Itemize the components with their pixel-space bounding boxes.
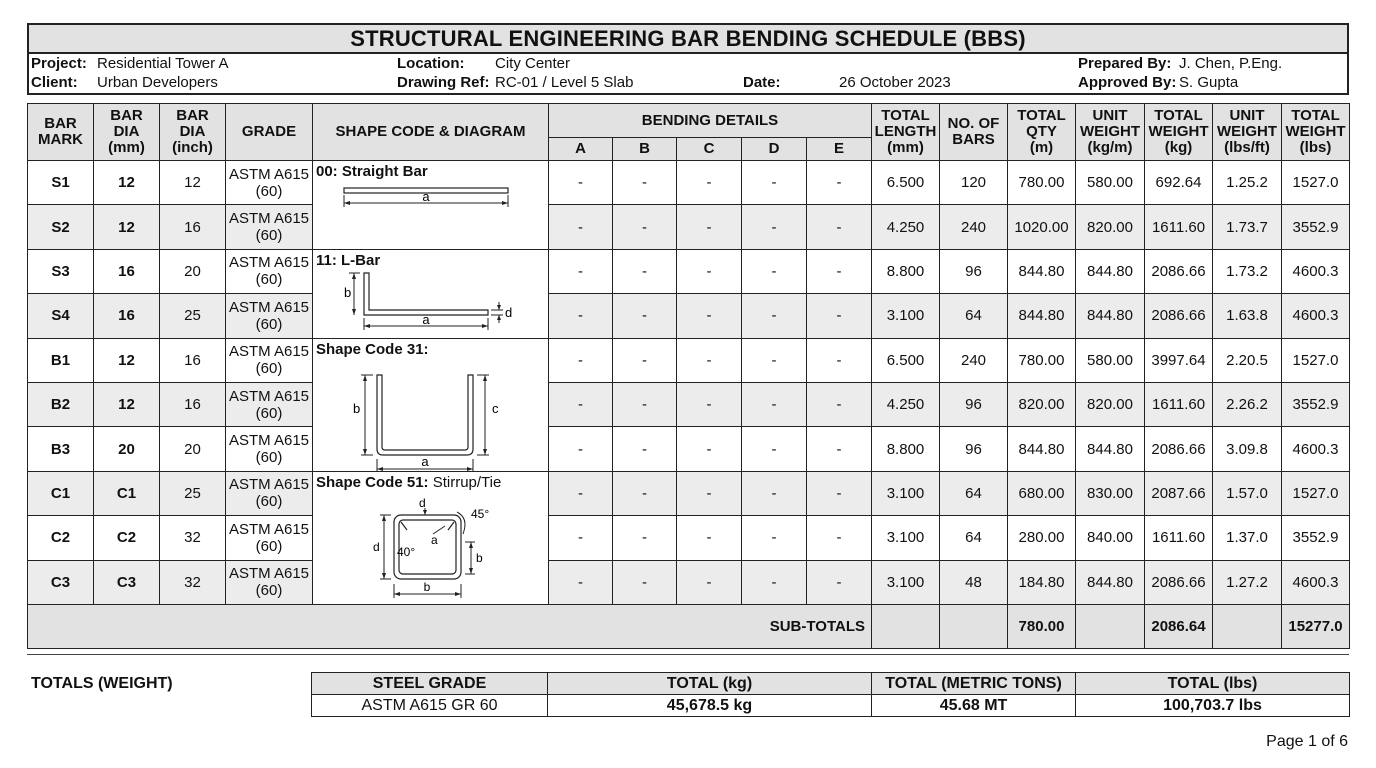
total-qty: 820.00 xyxy=(1008,382,1076,426)
unit-weight-kg: 844.80 xyxy=(1076,294,1145,338)
shape-title-31: Shape Code 31: xyxy=(316,340,429,358)
no-of-bars: 64 xyxy=(940,516,1008,560)
bar-mark: C3 xyxy=(28,560,94,604)
bend-d: - xyxy=(742,382,807,426)
angle-40-label: 40° xyxy=(397,544,416,559)
total-qty: 280.00 xyxy=(1008,516,1076,560)
totals-header-tons: TOTAL (METRIC TONS) xyxy=(872,673,1076,695)
bend-a: - xyxy=(549,249,613,293)
total-length: 6.500 xyxy=(872,338,940,382)
shape-title-straight: 00: Straight Bar xyxy=(316,163,428,180)
total-qty: 680.00 xyxy=(1008,471,1076,515)
table-row xyxy=(28,338,1350,382)
angle-45-label: 45° xyxy=(471,506,490,521)
total-weight-lbs: 1527.0 xyxy=(1282,338,1350,382)
bar-mark: B2 xyxy=(28,382,94,426)
subtotal-blank xyxy=(940,604,1008,648)
subtotals-row xyxy=(28,604,1350,648)
no-of-bars: 64 xyxy=(940,294,1008,338)
no-of-bars: 96 xyxy=(940,249,1008,293)
total-qty: 844.80 xyxy=(1008,249,1076,293)
total-weight-lbs: 4600.3 xyxy=(1282,294,1350,338)
total-weight-lbs: 4600.3 xyxy=(1282,560,1350,604)
bar-dia-mm: C2 xyxy=(94,516,160,560)
unit-weight-lbs: 1.73.2 xyxy=(1213,249,1282,293)
totals-header-lbs: TOTAL (lbs) xyxy=(1076,673,1350,695)
bend-e: - xyxy=(807,249,872,293)
bar-dia-inch: 16 xyxy=(160,382,226,426)
total-weight-kg: 692.64 xyxy=(1145,161,1213,205)
bend-e: - xyxy=(807,338,872,382)
bar-mark: S2 xyxy=(28,205,94,249)
bend-c: - xyxy=(677,249,742,293)
bar-dia-inch: 20 xyxy=(160,249,226,293)
total-qty: 184.80 xyxy=(1008,560,1076,604)
bend-a: - xyxy=(549,560,613,604)
document-title: STRUCTURAL ENGINEERING BAR BENDING SCHEDULE (BBS) xyxy=(27,23,1349,54)
bend-a: - xyxy=(549,205,613,249)
shape-31-diagram xyxy=(313,361,547,472)
bar-dia-inch: 32 xyxy=(160,560,226,604)
page-number: Page 1 of 6 xyxy=(1266,733,1348,750)
totals-header-grade: STEEL GRADE xyxy=(312,673,548,695)
dim-label-a: a xyxy=(431,532,438,547)
bend-d: - xyxy=(742,294,807,338)
table-row xyxy=(28,294,1350,338)
bend-c: - xyxy=(677,382,742,426)
bend-b: - xyxy=(613,382,677,426)
table-row xyxy=(28,427,1350,471)
header-bar-mark: BAR MARK xyxy=(28,104,94,161)
bar-dia-inch: 12 xyxy=(160,161,226,205)
bar-mark: B3 xyxy=(28,427,94,471)
bar-dia-mm: 20 xyxy=(94,427,160,471)
header-bar-dia-mm: BAR DIA (mm) xyxy=(94,104,160,161)
grade: ASTM A615 (60) xyxy=(226,161,313,205)
bend-a: - xyxy=(549,516,613,560)
no-of-bars: 120 xyxy=(940,161,1008,205)
shape-code-51 xyxy=(313,471,549,604)
total-qty: 780.00 xyxy=(1008,338,1076,382)
no-of-bars: 96 xyxy=(940,427,1008,471)
bbs-table xyxy=(27,103,1350,649)
unit-weight-kg: 820.00 xyxy=(1076,205,1145,249)
bar-mark: C2 xyxy=(28,516,94,560)
bend-b: - xyxy=(613,471,677,515)
date-value: 26 October 2023 xyxy=(839,74,951,91)
bend-c: - xyxy=(677,427,742,471)
prepared-by-label: Prepared By: xyxy=(1078,55,1172,72)
drawing-ref-label: Drawing Ref: xyxy=(397,74,490,91)
table-row xyxy=(28,205,1350,249)
header-bending-details: BENDING DETAILS xyxy=(549,104,872,138)
total-qty: 780.00 xyxy=(1008,161,1076,205)
subtotal-weight-lbs: 15277.0 xyxy=(1282,604,1350,648)
subtotal-weight-kg: 2086.64 xyxy=(1145,604,1213,648)
total-length: 4.250 xyxy=(872,382,940,426)
shape-title-lbar: 11: L-Bar xyxy=(316,251,381,269)
table-row xyxy=(28,516,1350,560)
bend-b: - xyxy=(613,338,677,382)
header-bar-dia-inch: BAR DIA (inch) xyxy=(160,104,226,161)
bar-mark: S4 xyxy=(28,294,94,338)
bend-d: - xyxy=(742,516,807,560)
bend-a: - xyxy=(549,161,613,205)
total-weight-kg: 2086.66 xyxy=(1145,294,1213,338)
header-bend-d: D xyxy=(742,138,807,161)
bar-dia-mm: 12 xyxy=(94,205,160,249)
grade: ASTM A615 (60) xyxy=(226,560,313,604)
total-weight-kg: 1611.60 xyxy=(1145,205,1213,249)
bend-b: - xyxy=(613,249,677,293)
dim-label-a: a xyxy=(422,189,430,204)
project-value: Residential Tower A xyxy=(97,55,229,72)
bend-b: - xyxy=(613,205,677,249)
unit-weight-lbs: 2.20.5 xyxy=(1213,338,1282,382)
project-info xyxy=(27,53,1349,95)
location-label: Location: xyxy=(397,55,465,72)
total-weight-lbs: 4600.3 xyxy=(1282,427,1350,471)
subtotal-blank xyxy=(1213,604,1282,648)
shape-l-bar xyxy=(313,249,549,338)
total-weight-lbs: 1527.0 xyxy=(1282,161,1350,205)
table-row xyxy=(28,382,1350,426)
bend-a: - xyxy=(549,427,613,471)
client-label: Client: xyxy=(31,74,78,91)
header-bend-b: B xyxy=(613,138,677,161)
total-weight-lbs: 3552.9 xyxy=(1282,205,1350,249)
subtotal-blank xyxy=(872,604,940,648)
no-of-bars: 64 xyxy=(940,471,1008,515)
bend-e: - xyxy=(807,205,872,249)
table-row xyxy=(28,560,1350,604)
bend-d: - xyxy=(742,471,807,515)
unit-weight-lbs: 1.37.0 xyxy=(1213,516,1282,560)
bend-c: - xyxy=(677,294,742,338)
straight-bar-diagram xyxy=(313,183,547,247)
unit-weight-kg: 580.00 xyxy=(1076,338,1145,382)
total-length: 8.800 xyxy=(872,427,940,471)
unit-weight-kg: 844.80 xyxy=(1076,560,1145,604)
bend-d: - xyxy=(742,427,807,471)
header-total-weight-kg: TOTAL WEIGHT (kg) xyxy=(1145,104,1213,161)
bar-dia-inch: 20 xyxy=(160,427,226,471)
prepared-by-value: J. Chen, P.Eng. xyxy=(1179,55,1283,72)
dim-label-a: a xyxy=(422,311,430,327)
bend-a: - xyxy=(549,294,613,338)
no-of-bars: 240 xyxy=(940,338,1008,382)
unit-weight-kg: 840.00 xyxy=(1076,516,1145,560)
bar-dia-mm: 16 xyxy=(94,249,160,293)
total-weight-kg: 3997.64 xyxy=(1145,338,1213,382)
unit-weight-lbs: 1.63.8 xyxy=(1213,294,1282,338)
dim-label-c: c xyxy=(492,400,499,416)
unit-weight-kg: 844.80 xyxy=(1076,427,1145,471)
dim-label-b: b xyxy=(344,284,352,300)
total-length: 6.500 xyxy=(872,161,940,205)
unit-weight-kg: 844.80 xyxy=(1076,249,1145,293)
total-weight-lbs: 3552.9 xyxy=(1282,516,1350,560)
totals-lbs: 100,703.7 lbs xyxy=(1076,695,1350,717)
total-weight-kg: 1611.60 xyxy=(1145,382,1213,426)
grade: ASTM A615 (60) xyxy=(226,249,313,293)
header-unit-weight-lbs: UNIT WEIGHT (lbs/ft) xyxy=(1213,104,1282,161)
dim-label-d: d xyxy=(505,304,513,320)
project-label: Project: xyxy=(31,55,87,72)
client-value: Urban Developers xyxy=(97,74,218,91)
unit-weight-lbs: 3.09.8 xyxy=(1213,427,1282,471)
total-weight-kg: 1611.60 xyxy=(1145,516,1213,560)
grade: ASTM A615 (60) xyxy=(226,427,313,471)
bar-dia-inch: 25 xyxy=(160,294,226,338)
total-weight-lbs: 3552.9 xyxy=(1282,382,1350,426)
bar-dia-inch: 32 xyxy=(160,516,226,560)
header-total-length: TOTAL LENGTH (mm) xyxy=(872,104,940,161)
grade: ASTM A615 (60) xyxy=(226,205,313,249)
bend-d: - xyxy=(742,161,807,205)
no-of-bars: 48 xyxy=(940,560,1008,604)
grade: ASTM A615 (60) xyxy=(226,516,313,560)
bend-a: - xyxy=(549,338,613,382)
drawing-ref-value: RC-01 / Level 5 Slab xyxy=(495,74,634,91)
grade: ASTM A615 (60) xyxy=(226,471,313,515)
total-qty: 1020.00 xyxy=(1008,205,1076,249)
total-length: 3.100 xyxy=(872,516,940,560)
totals-tons: 45.68 MT xyxy=(872,695,1076,717)
bend-b: - xyxy=(613,516,677,560)
bend-c: - xyxy=(677,471,742,515)
totals-label: TOTALS (WEIGHT) xyxy=(31,675,173,692)
header-shape: SHAPE CODE & DIAGRAM xyxy=(313,104,549,161)
no-of-bars: 96 xyxy=(940,382,1008,426)
bend-d: - xyxy=(742,205,807,249)
bend-a: - xyxy=(549,471,613,515)
grade: ASTM A615 (60) xyxy=(226,338,313,382)
header-unit-weight-kg: UNIT WEIGHT (kg/m) xyxy=(1076,104,1145,161)
table-row xyxy=(28,161,1350,205)
bend-b: - xyxy=(613,294,677,338)
bar-dia-mm: 12 xyxy=(94,161,160,205)
unit-weight-lbs: 1.57.0 xyxy=(1213,471,1282,515)
header-bend-c: C xyxy=(677,138,742,161)
subtotal-blank xyxy=(1076,604,1145,648)
bar-dia-mm: C3 xyxy=(94,560,160,604)
date-label: Date: xyxy=(743,74,781,91)
shape-straight-bar xyxy=(313,161,549,250)
bend-c: - xyxy=(677,205,742,249)
header-total-qty: TOTAL QTY (m) xyxy=(1008,104,1076,161)
shape-title-51: Shape Code 51: Stirrup/Tie xyxy=(316,473,502,491)
bend-d: - xyxy=(742,249,807,293)
bar-mark: C1 xyxy=(28,471,94,515)
shape-51-diagram xyxy=(313,494,547,605)
header-no-of-bars: NO. OF BARS xyxy=(940,104,1008,161)
subtotals-label: SUB-TOTALS xyxy=(28,604,872,648)
bend-c: - xyxy=(677,161,742,205)
dim-label-a: a xyxy=(421,453,429,469)
subtotal-qty: 780.00 xyxy=(1008,604,1076,648)
header-total-weight-lbs: TOTAL WEIGHT (lbs) xyxy=(1282,104,1350,161)
header-bend-a: A xyxy=(549,138,613,161)
bend-e: - xyxy=(807,560,872,604)
bar-dia-inch: 25 xyxy=(160,471,226,515)
bend-e: - xyxy=(807,161,872,205)
bar-mark: B1 xyxy=(28,338,94,382)
bend-e: - xyxy=(807,516,872,560)
grade: ASTM A615 (60) xyxy=(226,294,313,338)
total-length: 8.800 xyxy=(872,249,940,293)
bar-dia-inch: 16 xyxy=(160,205,226,249)
bend-e: - xyxy=(807,294,872,338)
total-length: 3.100 xyxy=(872,471,940,515)
bend-a: - xyxy=(549,382,613,426)
dim-label-b-bottom: b xyxy=(423,579,431,594)
approved-by-label: Approved By: xyxy=(1078,74,1177,91)
total-weight-kg: 2087.66 xyxy=(1145,471,1213,515)
total-length: 3.100 xyxy=(872,294,940,338)
totals-kg: 45,678.5 kg xyxy=(548,695,872,717)
dim-label-b: b xyxy=(353,400,361,416)
total-weight-lbs: 4600.3 xyxy=(1282,249,1350,293)
bar-dia-mm: C1 xyxy=(94,471,160,515)
bend-b: - xyxy=(613,560,677,604)
bend-c: - xyxy=(677,338,742,382)
bend-e: - xyxy=(807,471,872,515)
shape-code-31 xyxy=(313,338,549,471)
header-grade: GRADE xyxy=(226,104,313,161)
bend-d: - xyxy=(742,338,807,382)
unit-weight-lbs: 1.27.2 xyxy=(1213,560,1282,604)
no-of-bars: 240 xyxy=(940,205,1008,249)
totals-header-kg: TOTAL (kg) xyxy=(548,673,872,695)
table-row xyxy=(28,471,1350,515)
bend-c: - xyxy=(677,560,742,604)
bend-b: - xyxy=(613,161,677,205)
unit-weight-kg: 580.00 xyxy=(1076,161,1145,205)
l-bar-diagram xyxy=(313,270,547,338)
bar-dia-mm: 12 xyxy=(94,382,160,426)
dim-label-d-left: d xyxy=(373,539,380,554)
total-qty: 844.80 xyxy=(1008,294,1076,338)
bend-d: - xyxy=(742,560,807,604)
dim-label-d: d xyxy=(419,495,426,510)
unit-weight-lbs: 1.73.7 xyxy=(1213,205,1282,249)
totals-table xyxy=(311,672,1350,717)
table-row xyxy=(28,249,1350,293)
section-divider xyxy=(27,654,1349,655)
unit-weight-kg: 830.00 xyxy=(1076,471,1145,515)
total-weight-kg: 2086.66 xyxy=(1145,249,1213,293)
total-qty: 844.80 xyxy=(1008,427,1076,471)
totals-grade: ASTM A615 GR 60 xyxy=(312,695,548,717)
bend-e: - xyxy=(807,382,872,426)
total-weight-kg: 2086.66 xyxy=(1145,427,1213,471)
total-weight-kg: 2086.66 xyxy=(1145,560,1213,604)
total-weight-lbs: 1527.0 xyxy=(1282,471,1350,515)
grade: ASTM A615 (60) xyxy=(226,382,313,426)
bar-mark: S3 xyxy=(28,249,94,293)
total-length: 4.250 xyxy=(872,205,940,249)
bar-dia-inch: 16 xyxy=(160,338,226,382)
unit-weight-lbs: 1.25.2 xyxy=(1213,161,1282,205)
bend-e: - xyxy=(807,427,872,471)
dim-label-b-right: b xyxy=(476,550,483,565)
location-value: City Center xyxy=(495,55,571,72)
bend-c: - xyxy=(677,516,742,560)
header-bend-e: E xyxy=(807,138,872,161)
approved-by-value: S. Gupta xyxy=(1179,74,1239,91)
bar-mark: S1 xyxy=(28,161,94,205)
total-length: 3.100 xyxy=(872,560,940,604)
unit-weight-lbs: 2.26.2 xyxy=(1213,382,1282,426)
bend-b: - xyxy=(613,427,677,471)
bar-dia-mm: 12 xyxy=(94,338,160,382)
bar-dia-mm: 16 xyxy=(94,294,160,338)
unit-weight-kg: 820.00 xyxy=(1076,382,1145,426)
